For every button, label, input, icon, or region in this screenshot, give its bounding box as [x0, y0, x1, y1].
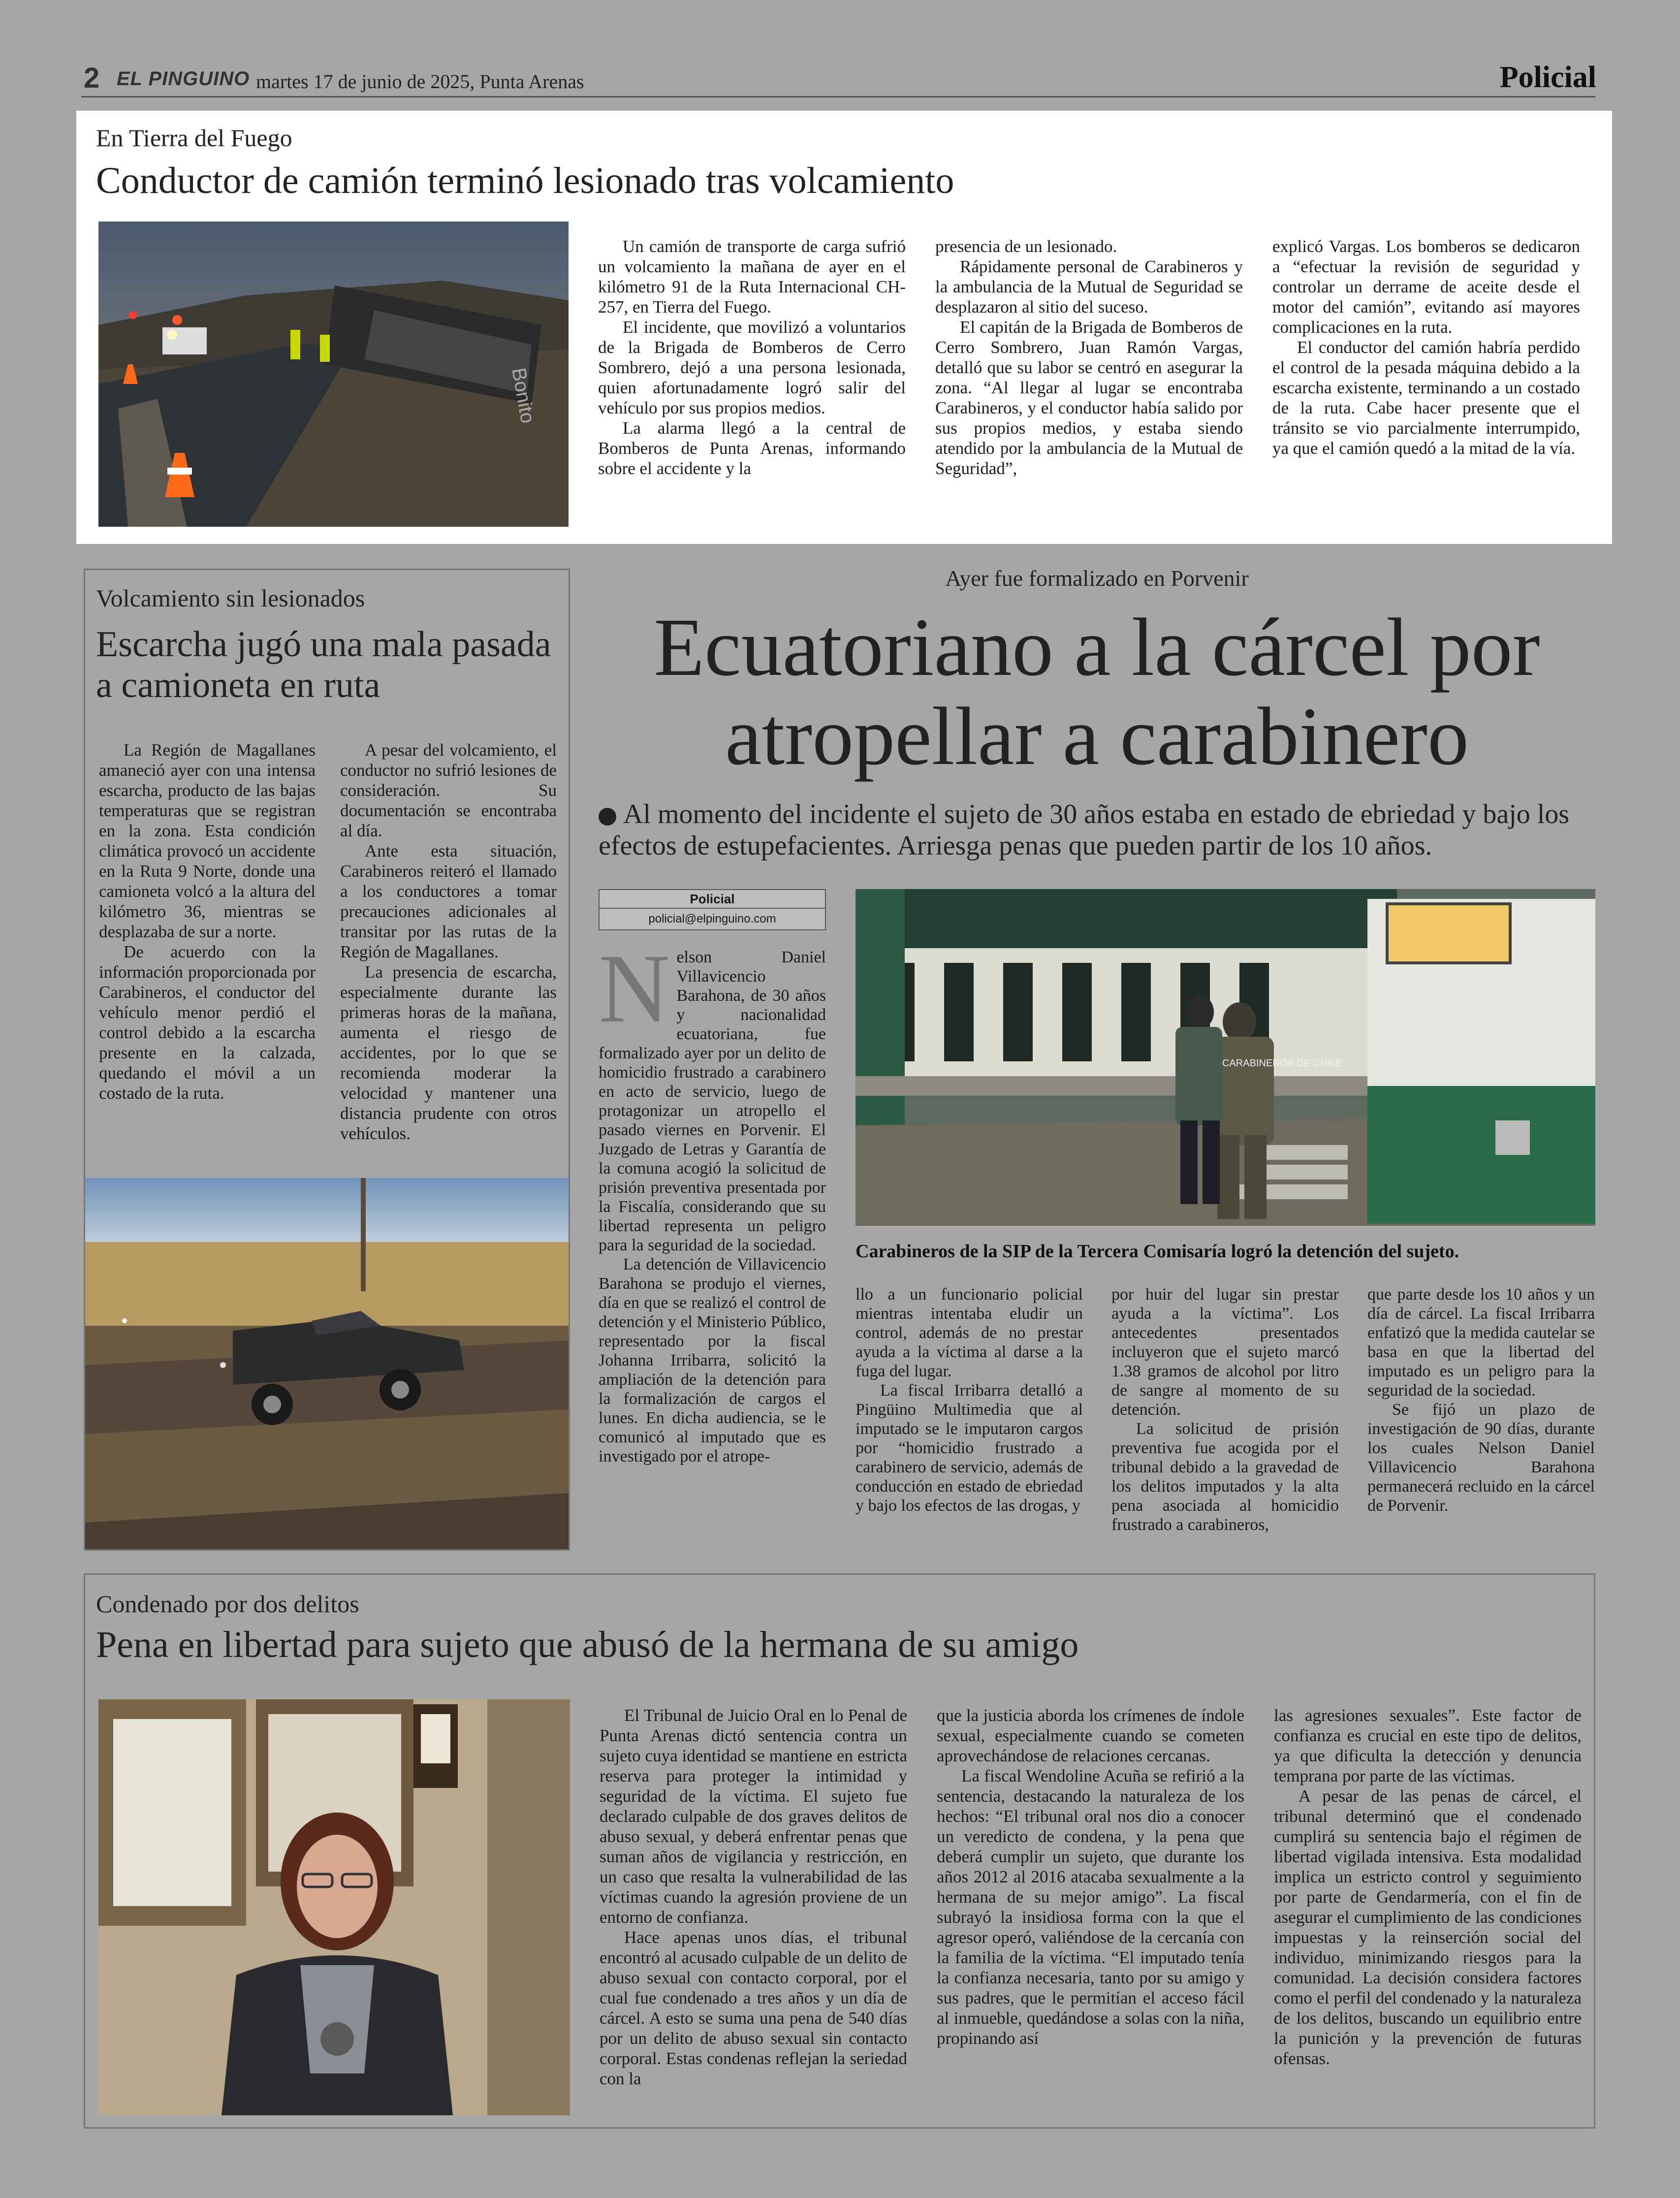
paragraph: El conductor del camión habría perdido el control de la pesada máquina debido a la escarcha existente, terminando a un costado de la ruta. Cabe hacer presente que el tránsito se vio parcialmente interrumpido, ya que el camión quedó a la mitad de la vía. [1272, 338, 1580, 458]
story1-kicker: En Tierra del Fuego [96, 124, 292, 152]
story4-kicker: Condenado por dos delitos [96, 1590, 359, 1618]
truck-accident-photo [98, 222, 569, 527]
paragraph: Ante esta situación, Carabineros reiteró el llamado a los conductores a tomar precauciones adicionales al transitar por las rutas de la Región de Magallanes. [340, 841, 557, 961]
paragraph: La Región de Magallanes amaneció ayer con una intensa escarcha, producto de las bajas temperaturas que se registran en la zona. Esta condición climática provocó un accidente en la Ruta 9 Norte, donde una camioneta volcó a la altura del kilómetro 36, mientras se desplazaba de sur a norte. [99, 740, 316, 941]
story4-col-2 [937, 1705, 1244, 2048]
story3-headline: Ecuatoriano a la cárcel por atropellar a carabinero [654, 602, 1540, 783]
paragraph: La fiscal Irribarra detalló a Pingüino Multimedia que al imputado se le imputaron cargos por “homicidio frustrado a carabinero de servicio, además de conducción en estado de ebriedad y bajo los efectos de las drogas, y [856, 1381, 1083, 1515]
paragraph: Rápidamente personal de Carabineros y la ambulancia de la Mutual de Seguridad se desplazaron al sitio del suceso. [935, 257, 1243, 317]
story4-headline: Pena en libertad para sujeto que abusó de la hermana de su amigo [96, 1624, 1079, 1665]
story3-kicker: Ayer fue formalizado en Porvenir [945, 566, 1249, 591]
story2-col-1 [99, 740, 316, 1103]
story3-col-4 [1367, 1285, 1595, 1515]
story2-kicker: Volcamiento sin lesionados [96, 584, 365, 612]
paragraph: explicó Vargas. Los bomberos se dedicaron a “efectuar la revisión de seguridad y controlar un derrame de aceite desde el motor del camión”, evitando así mayores complicaciones en la ruta. [1272, 237, 1580, 337]
drop-cap: N [599, 934, 670, 1043]
paragraph: El incidente, que movilizó a voluntarios de la Brigada de Bomberos de Cerro Sombrero, dejó a una persona lesionada, quien afortunadamente logró salir del vehículo por sus propios medios. [598, 318, 906, 417]
paragraph: La alarma llegó a la central de Bomberos de Punta Arenas, informando sobre el accidente y la [598, 418, 906, 478]
paragraph: El capitán de la Brigada de Bomberos de Cerro Sombrero, Juan Ramón Vargas, detalló que su labor se centró en asegurar la zona. “Al llegar al lugar se encontraba Carabineros, y el conductor había salido por sus propios medios, y estaba siendo atendido por la ambulancia de la Mutual de Seguridad”, [935, 318, 1243, 478]
story3-lead [599, 798, 1595, 862]
paragraph: presencia de un lesionado. [935, 237, 1117, 256]
paragraph: De acuerdo con la información proporcionada por Carabineros, el conductor del vehículo menor perdió el control debido a la escarcha presente en la calzada, quedando el móvil a un costado de la ruta. [99, 942, 316, 1103]
paragraph: llo a un funcionario policial mientras intentaba eludir un control, además de no prestar ayuda a la víctima al darse a la fuga del lugar. [856, 1285, 1083, 1380]
story1-col-1 [598, 236, 906, 478]
story-frost-box [84, 569, 570, 1551]
paragraph: La presencia de escarcha, especialmente durante las primeras horas de la mañana, aumenta el riesgo de accidentes, por lo que se recomienda moderar la velocidad y mantener una distancia prudente con otros vehículos. [340, 962, 557, 1143]
byline-section: Policial [600, 890, 825, 909]
lead-text: Al momento del incidente el sujeto de 30 años estaba en estado de ebriedad y bajo los efectos de estupefacientes. Arriesga penas que pueden partir de los 10 años. [599, 799, 1570, 861]
header-rule [81, 96, 1595, 97]
photo-caption: Carabineros de la SIP de la Tercera Comisaría logró la detención del sujeto. [856, 1241, 1459, 1262]
story4-col-1 [600, 1705, 907, 2089]
paragraph: La solicitud de prisión preventiva fue acogida por el tribunal debido a la gravedad de los delitos imputados y la alta pena asociada al homicidio frustrado a carabineros, [1111, 1420, 1339, 1534]
vest-text: CARABINEROS DE CHILE [1222, 1058, 1342, 1069]
paragraph: Se fijó un plazo de investigación de 90 días, durante los cuales Nelson Daniel Villavicencio Barahona permanecerá recluido en la cárcel de Porvenir. [1367, 1401, 1595, 1515]
paragraph: que la justicia aborda los crímenes de índole sexual, especialmente cuando se cometen aprovechándose de relaciones cercanas. [937, 1706, 1244, 1765]
paragraph: que parte desde los 10 años y un día de cárcel. La fiscal Irribarra enfatizó que la medida cautelar se basa en que la libertad del imputado es un peligro para la seguridad de la sociedad. [1367, 1285, 1595, 1400]
svg-text:Bonito: Bonito [507, 366, 539, 425]
paragraph: La fiscal Wendoline Acuña se refirió a la sentencia, destacando la naturaleza de los hechos: “El tribunal oral nos dio a conocer un veredicto de condena, y la pena que deberá cumplir un sujeto, que durante los años 2012 al 2016 atacaba sexualmente a la hermana de su mejor amigo”. La fiscal subrayó la insidiosa forma con la que el agresor operó, valiéndose de la cercanía con la familia de la víctima. “El imputado tenía la confianza necesaria, tanto por su amigo y sus padres, que le permitían el acceso fácil al inmueble, quedándose a solas con la niña, propinando así [937, 1766, 1244, 2048]
newspaper-name: EL PINGUINO [117, 68, 250, 90]
date-place: martes 17 de junio de 2025, Punta Arenas [256, 70, 584, 93]
pickup-truck-photo [85, 1178, 569, 1549]
story1-col-2 [935, 236, 1243, 478]
story-abuse-box [84, 1573, 1595, 2129]
paragraph: El Tribunal de Juicio Oral en lo Penal de Punta Arenas dictó sentencia contra un sujeto cuya identidad se mantiene en estricta reserva para proteger la intimidad y seguridad de la víctima. El sujeto fue declarado culpable de dos graves delitos de abuso sexual, y deberá enfrentar penas que suman años de vigilancia y restricción, en un caso que resalta la vulnerabilidad de las víctimas cuando la agresión proviene de un entorno de confianza. [600, 1706, 907, 1927]
byline-email[interactable]: policial@elpinguino.com [648, 912, 776, 925]
paragraph: La detención de Villavicencio Barahona se produjo el viernes, día en que se realizó el control de detención y el Ministerio Público, representado por la fiscal Johanna Irribarra, solicitó la ampliación de la detención para la formalización de cargos el lunes. En dicha audiencia, se le comunicó al imputado que es investigado por el atrope- [599, 1255, 826, 1465]
story4-col-3 [1274, 1705, 1582, 2069]
bullet-icon [599, 808, 616, 826]
prosecutor-portrait-photo [98, 1699, 570, 2115]
story1-headline: Conductor de camión terminó lesionado tras volcamiento [96, 160, 954, 201]
police-arrest-photo [856, 889, 1595, 1226]
paragraph: Hace apenas unos días, el tribunal encontró al acusado culpable de un delito de abuso sexual con contacto corporal, por el cual fue condenado a tres años y un día de cárcel. A esto se suma una pena de 540 días por un delito de abuso sexual sin contacto corporal. Estas condenas reflejan la seriedad con la [600, 1928, 907, 2088]
paragraph: las agresiones sexuales”. Este factor de confianza es crucial en este tipo de delitos, ya que dificulta la detección y denuncia temprana por parte de las víctimas. [1274, 1706, 1582, 1785]
section-title: Policial [1499, 61, 1596, 94]
paragraph: elson Daniel Villavicencio Barahona, de 30 años y nacionalidad ecuatoriana, fue formalizado ayer por un delito de homicidio frustrado a carabinero en acto de servicio, luego de protagonizar un atropello el pasado viernes en Porvenir. El Juzgado de Letras y Garantía de la comuna acogió la solicitud de prisión preventiva presentada por la Fiscalía, considerando que su libertad representa un peligro para la seguridad de la sociedad. [599, 948, 826, 1254]
byline-box [599, 889, 826, 930]
page-number: 2 [84, 62, 100, 94]
paragraph: Un camión de transporte de carga sufrió un volcamiento la mañana de ayer en el kilómetro 91 de la Ruta Internacional CH-257, en Tierra del Fuego. [598, 237, 906, 317]
story2-headline: Escarcha jugó una mala pasada a camioneta en ruta [96, 624, 551, 705]
paragraph: por huir del lugar sin prestar ayuda a la víctima”. Los antecedentes presentados incluyeron que el sujeto marcó 1.38 gramos de alcohol por litro de sangre al momento de su detención. [1111, 1285, 1339, 1419]
story3-col-2 [856, 1285, 1083, 1515]
story3-col-3 [1111, 1285, 1339, 1534]
story3-col-1 [599, 934, 826, 1466]
story2-col-2 [340, 740, 557, 1144]
story1-col-3 [1272, 236, 1580, 458]
paragraph: A pesar del volcamiento, el conductor no sufrió lesiones de consideración. Su documentación se encontraba al día. [340, 740, 557, 840]
paragraph: A pesar de las penas de cárcel, el tribunal determinó que el condenado cumplirá su sentencia bajo el régimen de libertad vigilada intensiva. Esta modalidad implica un estricto control y seguimiento por parte de Gendarmería, con el fin de asegurar el cumplimiento de las condiciones impuestas y la reinserción social del individuo, minimizando riesgos para la comunidad. La decisión considera factores como el perfil del condenado y la naturaleza de los delitos, buscando un equilibrio entre la punición y la prevención de futuras ofensas. [1274, 1786, 1582, 2068]
story-truck-box [76, 111, 1612, 544]
